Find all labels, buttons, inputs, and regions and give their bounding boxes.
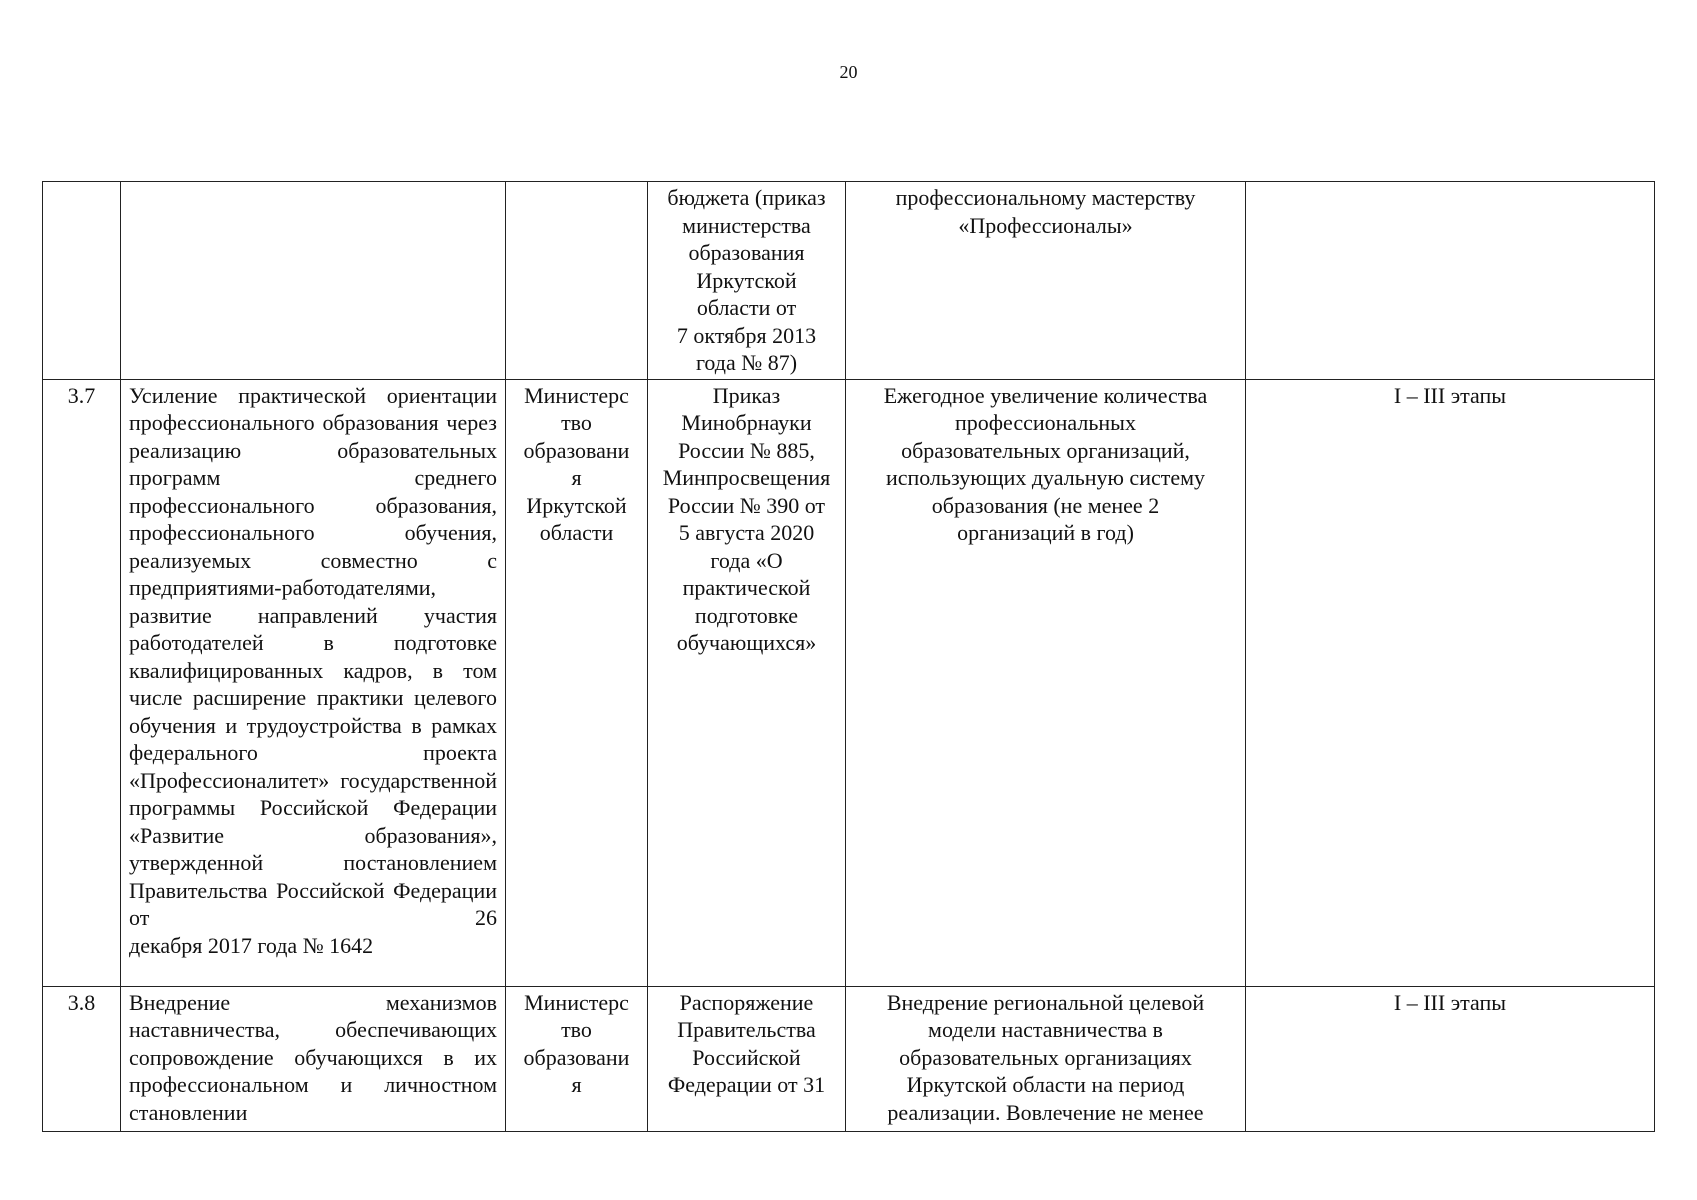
cell-result: Ежегодное увеличение количества профессиональных образовательных организаций, использующих дуальную систему образования (не менее 2 организаций в год) — [846, 379, 1246, 986]
cell-number — [43, 182, 121, 380]
cell-stages: I – III этапы — [1246, 379, 1655, 986]
cell-stages: I – III этапы — [1246, 986, 1655, 1131]
cell-basis: Приказ Минобрнауки России № 885, Минпросвещения России № 390 от 5 августа 2020 года «О практической подготовке обучающихся» — [648, 379, 846, 986]
cell-number: 3.7 — [43, 379, 121, 986]
measure-text: Усиление практической ориентации профессионального образования через реализацию образовательных программ среднего профессионального образования, профессионального обучения, реализуемых совместно с предприятиями-работодателями, развитие направлений участия работодателей в подготовке квалифицированных кадров, в том числе расширение практики целевого обучения и трудоустройства в рамках федерального проекта «Профессионалитет» государственной программы Российской Федерации «Развитие образования», утвержденной постановлением Правительства Российской Федерации от 26 — [129, 382, 497, 930]
cell-result: Внедрение региональной целевой модели наставничества в образовательных организациях Иркутской области на период реализации. Вовлечение не менее — [846, 986, 1246, 1131]
cell-basis: бюджета (приказ министерства образования Иркутской области от 7 октября 2013 года № 87) — [648, 182, 846, 380]
table-row-3-8 — [43, 986, 1655, 1131]
cell-stages — [1246, 182, 1655, 380]
cell-executor — [506, 182, 648, 380]
measure-text: Внедрение механизмов наставничества, обеспечивающих сопровождение обучающихся в их профессиональном и личностном — [129, 989, 497, 1097]
measure-text-last-line: становлении — [129, 1099, 248, 1125]
page-number: 20 — [839, 62, 858, 82]
cell-number: 3.8 — [43, 986, 121, 1131]
cell-executor: Министерс тво образовани я — [506, 986, 648, 1131]
cell-measure — [121, 379, 506, 986]
table-row-continued — [43, 182, 1655, 380]
measure-text-last-line: декабря 2017 года № 1642 — [129, 932, 374, 958]
measures-table — [42, 181, 1655, 1132]
cell-executor: Министерс тво образовани я Иркутской области — [506, 379, 648, 986]
cell-measure — [121, 182, 506, 380]
cell-basis: Распоряжение Правительства Российской Федерации от 31 — [648, 986, 846, 1131]
cell-result: профессиональному мастерству «Профессионалы» — [846, 182, 1246, 380]
table-row-3-7 — [43, 379, 1655, 986]
cell-measure — [121, 986, 506, 1131]
